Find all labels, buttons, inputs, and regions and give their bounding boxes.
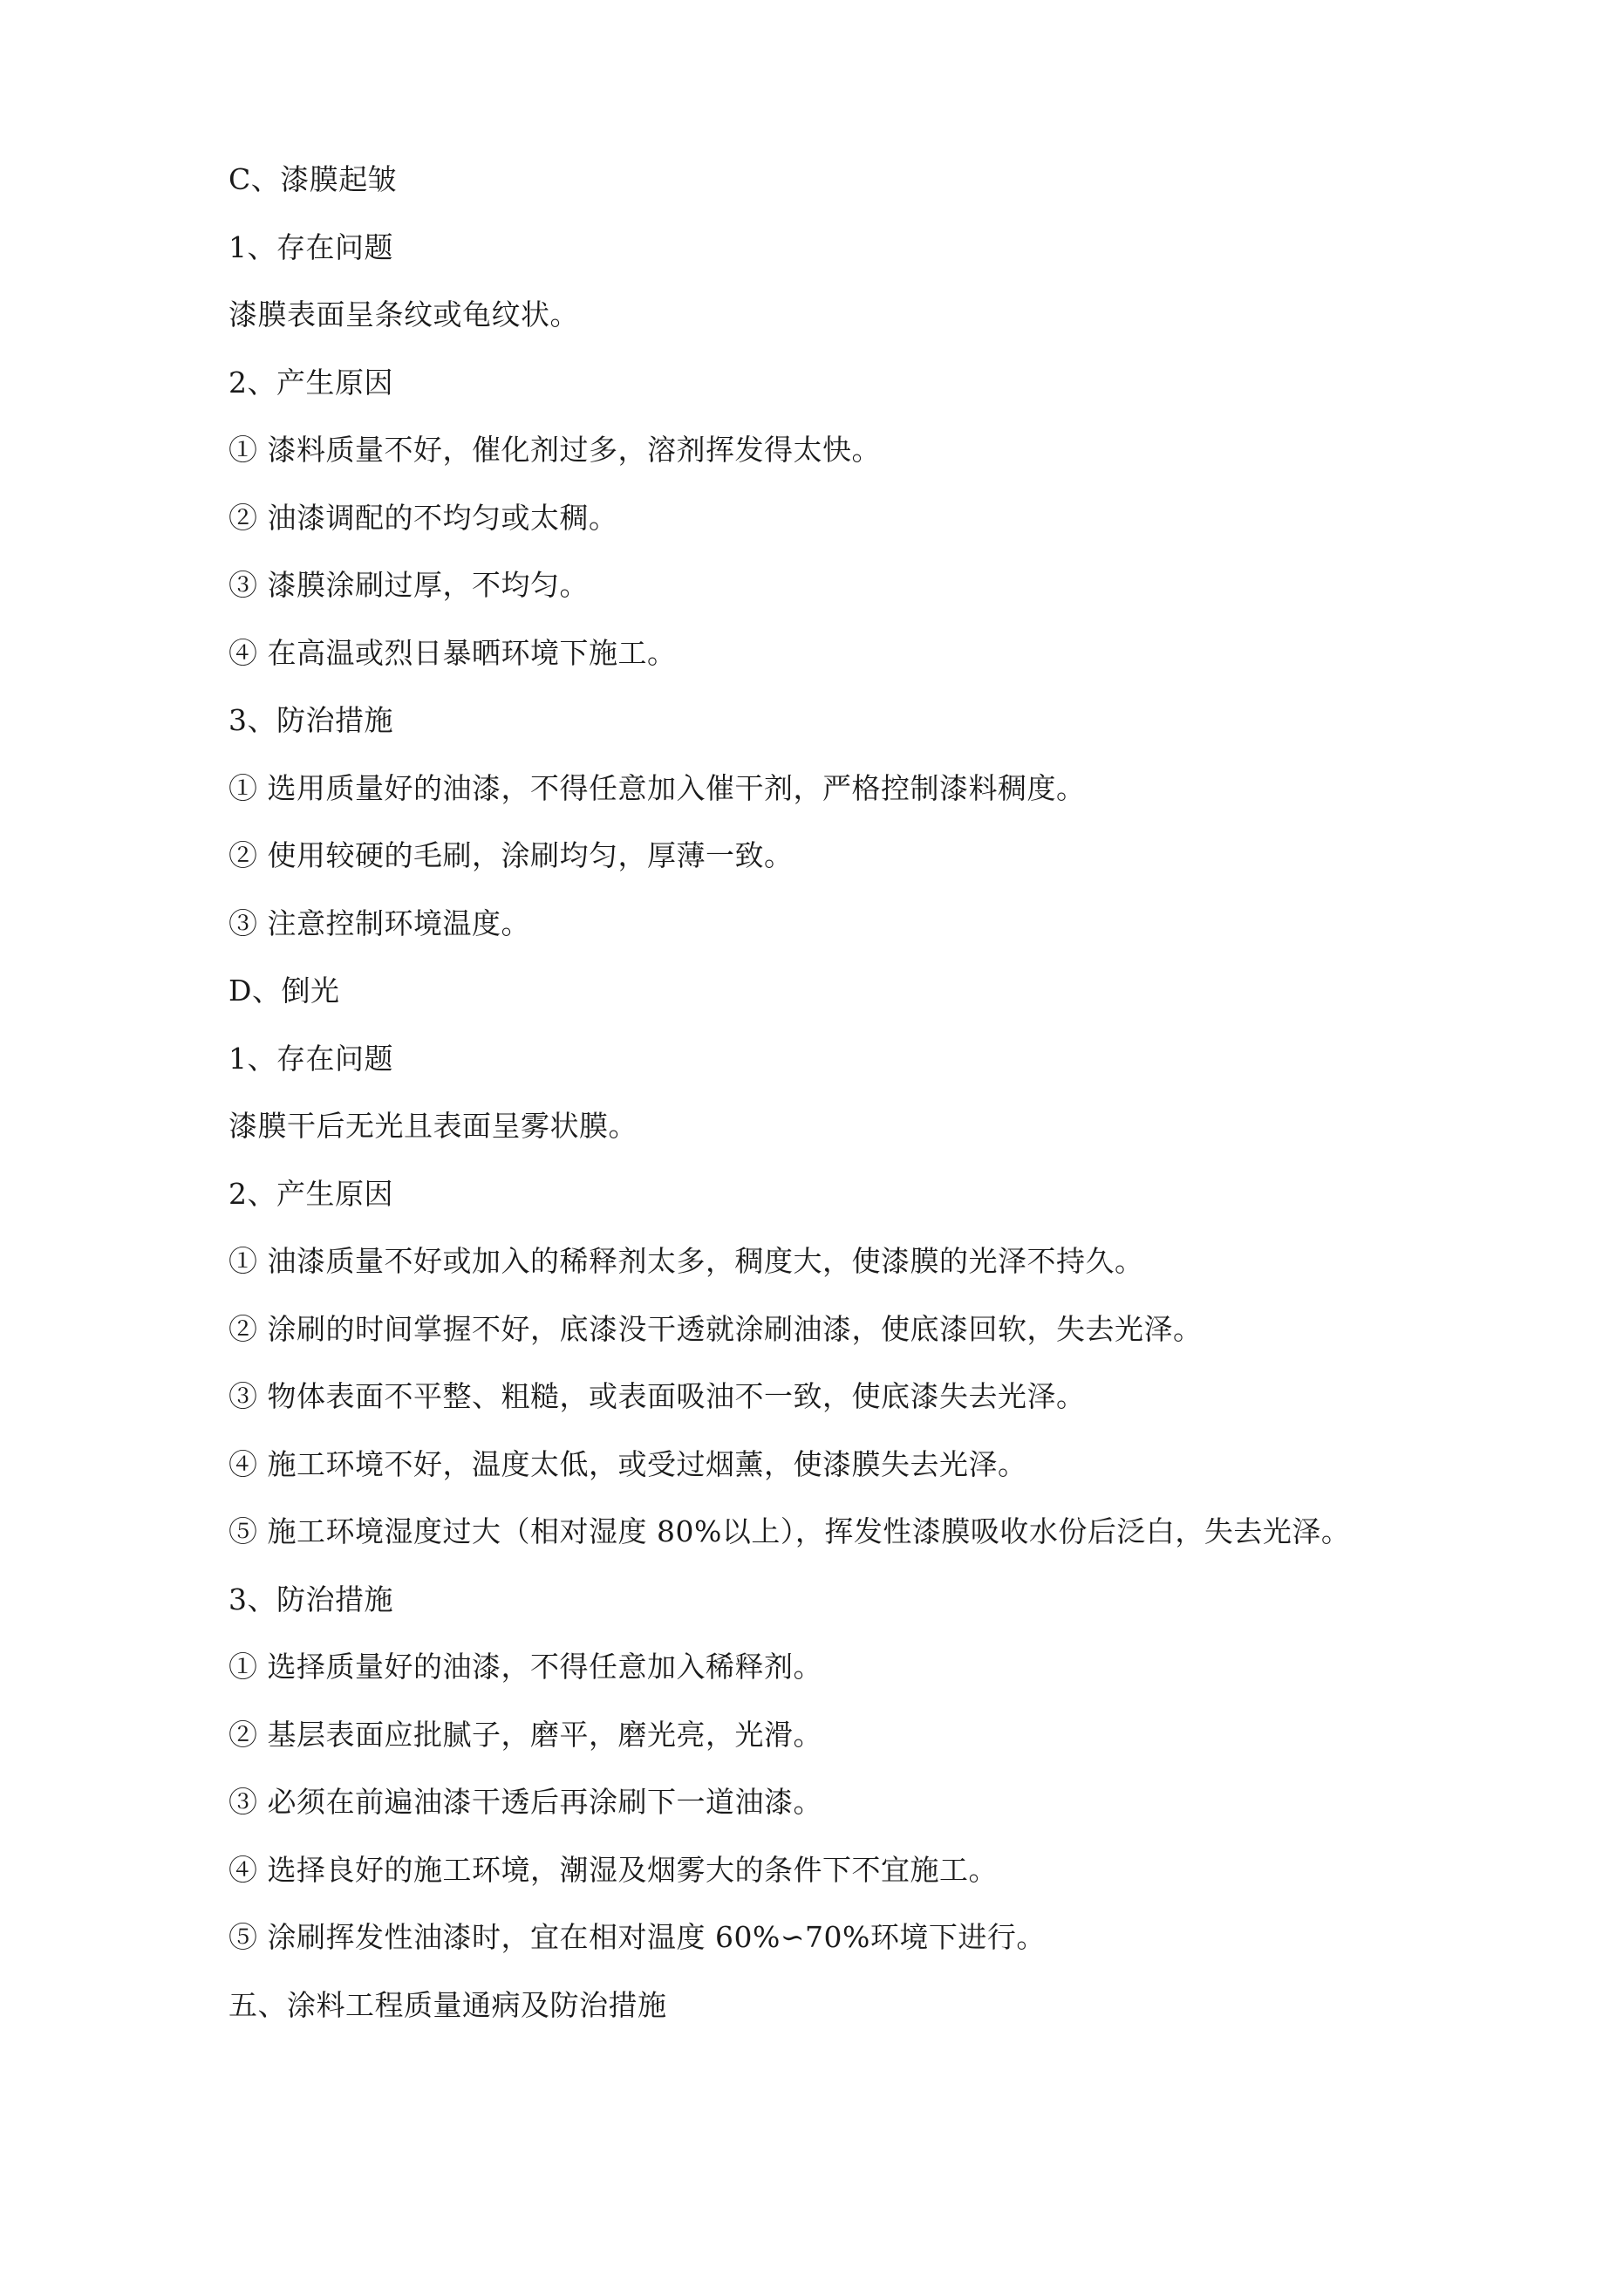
- list-item: ③ 必须在前遍油漆干透后再涂刷下一道油漆。: [228, 1785, 822, 1819]
- list-item: ② 油漆调配的不均匀或太稠。: [228, 500, 618, 535]
- list-item: ① 选择质量好的油漆，不得任意加入稀释剂。: [228, 1650, 822, 1684]
- list-item: ③ 注意控制环境温度。: [228, 905, 530, 940]
- list-item: ④ 施工环境不好，温度太低，或受过烟薰，使漆膜失去光泽。: [228, 1446, 1027, 1481]
- subheading-cause: 2、产生原因: [228, 365, 393, 400]
- section-heading-c: C、漆膜起皱: [228, 162, 398, 196]
- list-item: ③ 漆膜涂刷过厚，不均匀。: [228, 568, 589, 602]
- list-item: ② 涂刷的时间掌握不好，底漆没干透就涂刷油漆，使底漆回软，失去光泽。: [228, 1311, 1203, 1346]
- list-item: ⑤ 施工环境湿度过大（相对湿度 80%以上），挥发性漆膜吸收水份后泛白，失去光泽。: [228, 1514, 1351, 1548]
- list-item: ① 选用质量好的油漆，不得任意加入催干剂，严格控制漆料稠度。: [228, 770, 1086, 805]
- subheading-prevention: 3、防治措施: [228, 1582, 393, 1616]
- paragraph: 漆膜表面呈条纹或龟纹状。: [228, 297, 579, 331]
- subheading-problem: 1、存在问题: [228, 229, 393, 264]
- subheading-prevention: 3、防治措施: [228, 703, 393, 737]
- subheading-cause: 2、产生原因: [228, 1176, 393, 1211]
- subheading-problem: 1、存在问题: [228, 1041, 393, 1076]
- section-heading-d: D、倒光: [228, 974, 340, 1008]
- list-item: ④ 在高温或烈日暴晒环境下施工。: [228, 635, 677, 670]
- list-item: ② 基层表面应批腻子，磨平，磨光亮，光滑。: [228, 1717, 822, 1752]
- list-item: ④ 选择良好的施工环境，潮湿及烟雾大的条件下不宜施工。: [228, 1852, 998, 1887]
- section-heading-five: 五、涂料工程质量通病及防治措施: [228, 1987, 667, 2022]
- list-item: ① 油漆质量不好或加入的稀释剂太多，稠度大，使漆膜的光泽不持久。: [228, 1244, 1144, 1278]
- list-item: ② 使用较硬的毛刷，涂刷均匀，厚薄一致。: [228, 838, 794, 872]
- document-body: [228, 162, 1449, 2055]
- paragraph: 漆膜干后无光且表面呈雾状膜。: [228, 1109, 638, 1143]
- list-item: ③ 物体表面不平整、粗糙，或表面吸油不一致，使底漆失去光泽。: [228, 1379, 1086, 1413]
- list-item: ⑤ 涂刷挥发性油漆时，宜在相对温度 60%∽70%环境下进行。: [228, 1920, 1046, 1954]
- list-item: ① 漆料质量不好，催化剂过多，溶剂挥发得太快。: [228, 433, 881, 467]
